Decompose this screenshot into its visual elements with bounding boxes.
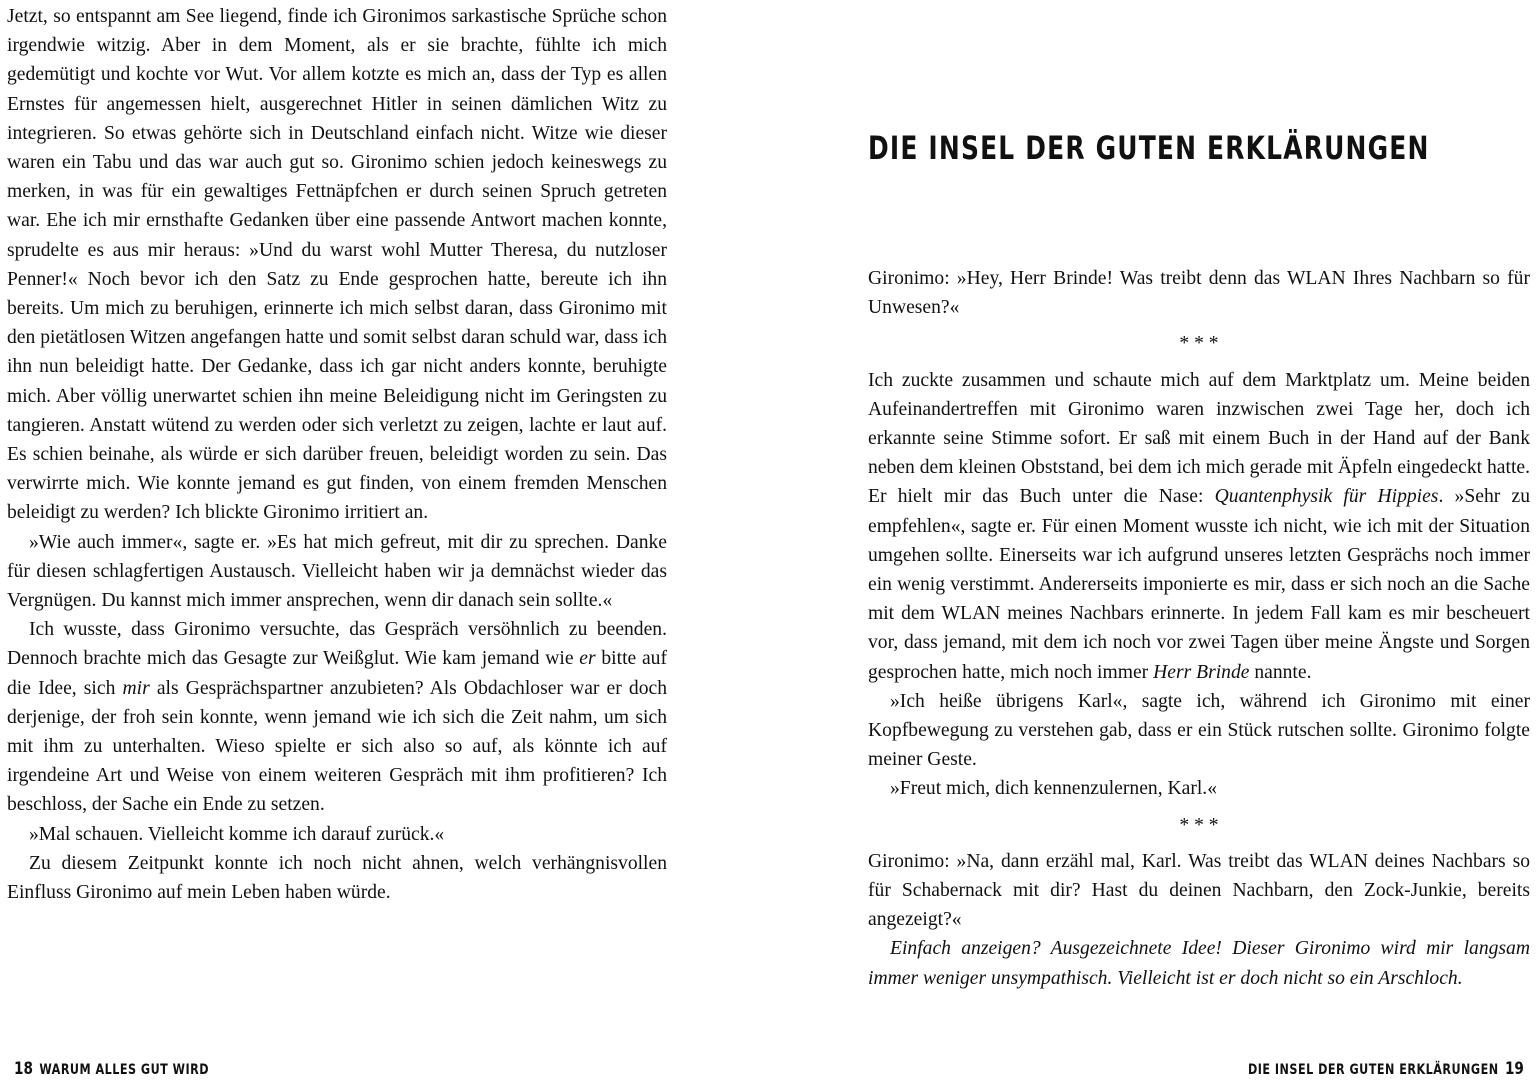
- left-page: [7, 0, 667, 1080]
- paragraph: »Freut mich, dich kennenzulernen, Karl.«: [890, 778, 1217, 800]
- paragraph: »Mal schauen. Vielleicht komme ich darauf zurück.«: [29, 823, 445, 845]
- section-separator: * * *: [1179, 333, 1219, 355]
- paragraph-text: bitte auf die Idee, sich: [7, 648, 667, 699]
- emphasis: er: [579, 648, 596, 670]
- paragraph: Zu diesem Zeitpunkt konnte ich noch nicht ahnen, welch verhängnisvollen Einfluss Gironimo auf mein Leben haben würde.: [7, 852, 667, 904]
- paragraph-text: als Gesprächspartner anzubieten? Als Obdachloser war er doch derjenige, der froh sein konnte, wenn jemand wie ich sich die Zeit nahm, um sich mit ihm zu unterhalten. Wieso spielte er sich also so auf, als könnte ich auf irgendeine Art und Weise von einem weiteren Gespräch mit ihm profitieren? Ich beschloss, der Sache ein Ende zu setzen.: [7, 677, 667, 816]
- paragraph-text: Ich zuckte zusammen und schaute mich auf dem Marktplatz um. Meine beiden Aufeinandertreffen mit Gironimo waren inzwischen zwei Tage her, doch ich erkannte seine Stimme sofort. Er saß mit einem Buch in der Hand auf der Bank neben dem kleinen Obststand, bei dem ich mich gerade mit Äpfeln eingedeckt hatte. Er hielt mir das Buch unter die Nase:: [868, 369, 1530, 508]
- paragraph: [7, 615, 667, 819]
- right-page-text: [868, 264, 1530, 993]
- chapter-title: DIE INSEL DER GUTEN ERKLÄRUNGEN: [868, 129, 1430, 167]
- left-page-text: [7, 2, 667, 907]
- section-separator: * * *: [1179, 814, 1219, 836]
- paragraph: »Wie auch immer«, sagte er. »Es hat mich gefreut, mit dir zu sprechen. Danke für diesen schlagfertigen Austausch. Vielleicht haben wir ja demnächst wieder das Vergnügen. Du kannst mich immer ansprechen, wenn dir danach sein sollte.«: [7, 531, 667, 612]
- inner-monologue: Einfach anzeigen? Ausgezeichnete Idee! Dieser Gironimo wird mir langsam immer weniger unsympathisch. Vielleicht ist er doch nicht so ein Arschloch.: [868, 938, 1530, 989]
- paragraph: Gironimo: »Hey, Herr Brinde! Was treibt denn das WLAN Ihres Nachbarn so für Unwesen?«: [868, 268, 1530, 319]
- page-number: 19: [1505, 1059, 1524, 1079]
- paragraph: »Ich heiße übrigens Karl«, sagte ich, während ich Gironimo mit einer Kopfbewegung zu verstehen gab, dass er ein Stück rutschen sollte. Gironimo folgte meiner Geste.: [868, 690, 1530, 771]
- paragraph: Gironimo: »Na, dann erzähl mal, Karl. Was treibt das WLAN deines Nachbars so für Schabernack mit dir? Hast du deinen Nachbarn, den Zock-Junkie, bereits angezeigt?«: [868, 850, 1530, 931]
- paragraph: [868, 934, 1530, 992]
- emphasis: Quantenphysik für Hippies: [1214, 486, 1439, 508]
- right-page: [868, 0, 1530, 1080]
- running-title: WARUM ALLES GUT WIRD: [39, 1062, 210, 1078]
- footer-left: [14, 1058, 209, 1081]
- emphasis: Herr Brinde: [1153, 661, 1250, 683]
- paragraph: Jetzt, so entspannt am See liegend, finde ich Gironimos sarkastische Sprüche schon irgendwie witzig. Aber in dem Moment, als er sie brachte, fühlte ich mich gedemütigt und kochte vor Wut. Vor allem kotzte es mich an, dass der Typ es allen Ernstes für angemessen hielt, ausgerechnet Hitler in seinen dämlichen Witz zu integrieren. So etwas gehörte sich in Deutschland einfach nicht. Witze wie dieser waren ein Tabu und das war auch gut so. Gironimo schien jedoch keineswegs zu merken, in was für ein gewaltiges Fettnäpfchen er durch seinen Spruch getreten war. Ehe ich mir ernsthafte Gedanken über eine passende Antwort machen konnte, sprudelte es aus mir heraus: »Und du warst wohl Mutter Theresa, du nutzloser Penner!« Noch bevor ich den Satz zu Ende gesprochen hatte, bereute ich ihn bereits. Um mich zu beruhigen, erinnerte ich mich selbst daran, dass Gironimo mit den pietätlosen Witzen angefangen hatte und somit selbst daran schuld war, dass ich ihn nun beleidigt hatte. Der Gedanke, dass ich gar nicht anders konnte, beruhigte mich. Aber völlig unerwartet schien ihn meine Beleidigung nicht im Geringsten zu tangieren. Anstatt wütend zu werden oder sich verletzt zu zeigen, lachte er laut auf. Es schien beinahe, als würde er sich darüber freuen, beleidigt worden zu sein. Das verwirrte mich. Wie konnte jemand es gut finden, von einem fremden Menschen beleidigt zu werden? Ich blickte Gironimo irritiert an.: [7, 6, 667, 524]
- page-number: 18: [14, 1059, 33, 1079]
- running-title: DIE INSEL DER GUTEN ERKLÄRUNGEN: [1248, 1062, 1499, 1078]
- paragraph-text: nannte.: [1249, 661, 1312, 683]
- paragraph: [868, 366, 1530, 687]
- footer-right: [1248, 1058, 1524, 1081]
- paragraph-text: . »Sehr zu empfehlen«, sagte er. Für einen Moment wusste ich nicht, wie ich mit der Situation umgehen sollte. Einerseits war ich aufgrund unseres letzten Gesprächs noch immer ein wenig verstimmt. Andererseits imponierte es mir, dass er sich noch an die Sache mit dem WLAN meines Nachbars erinnerte. In jedem Fall kam es mir bescheuert vor, dass jemand, mit dem ich noch vor zwei Tagen über meine Ängste und Sorgen gesprochen hatte, mich noch immer: [868, 486, 1530, 683]
- paragraph-text: Ich wusste, dass Gironimo versuchte, das Gespräch versöhnlich zu beenden. Dennoch brachte mich das Gesagte zur Weißglut. Wie kam jemand wie: [7, 619, 667, 670]
- emphasis: mir: [122, 677, 150, 699]
